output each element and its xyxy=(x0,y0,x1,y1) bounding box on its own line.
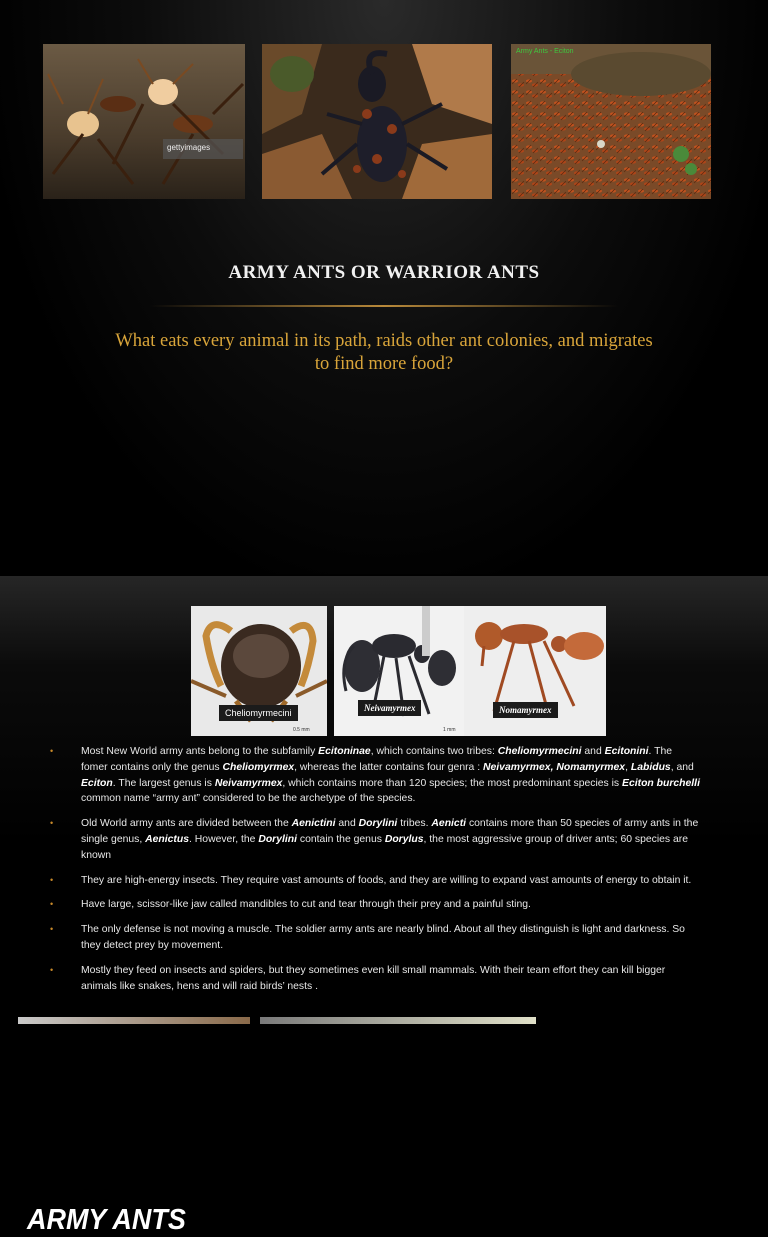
slide-2-title: ARMY ANTS xyxy=(27,1204,186,1236)
slide-title: ARMY ANTS OR WARRIOR ANTS xyxy=(228,262,540,283)
bullet-text: and xyxy=(581,746,605,757)
bullet-emphasis: Dorylus xyxy=(384,833,424,845)
bullet-text: contains more than 50 species of army ants in the single genus, xyxy=(81,818,699,845)
specimen-label-cheliomyrmecini: Cheliomyrmecini xyxy=(219,705,298,721)
bullet-emphasis: Ecitonini xyxy=(604,746,649,757)
bullet-item xyxy=(50,816,700,863)
slide-1 xyxy=(0,0,768,574)
bullet-text: and xyxy=(335,818,359,830)
bullet-text: , which contains more than 120 species; the most predominant species is xyxy=(282,777,623,789)
bullet-emphasis: Neivamyrmex xyxy=(214,777,283,789)
bullet-text: , whereas the latter contains four genra : xyxy=(294,761,483,773)
bullet-text: , xyxy=(625,761,631,773)
bullet-emphasis: Ecitoninae xyxy=(318,746,371,757)
slide-2 xyxy=(0,576,768,1236)
bullet-text: , which contains two tribes: xyxy=(370,746,498,757)
bullet-emphasis: Eciton burchelli xyxy=(622,777,700,789)
bullet-item xyxy=(50,963,700,995)
bullet-emphasis: Aenicti xyxy=(431,818,467,830)
bullet-emphasis: Neivamyrmex, Nomamyrmex xyxy=(483,761,626,773)
next-slide-preview xyxy=(18,1017,250,1024)
specimen-label-nomamyrmex: Nomamyrmex xyxy=(493,702,558,718)
bullet-emphasis: Aenictus xyxy=(145,833,190,845)
bullet-emphasis: Cheliomyrmex xyxy=(222,761,295,773)
bullet-emphasis: Dorylini xyxy=(358,818,398,830)
bullet-emphasis: Cheliomyrmecini xyxy=(497,746,582,757)
next-slide-preview xyxy=(260,1017,536,1024)
bullet-text: Old World army ants are divided between the xyxy=(81,818,292,830)
bullet-item xyxy=(50,744,700,807)
specimen-photo-neivamyrmex xyxy=(334,606,464,736)
photo-ants-on-scorpion xyxy=(262,44,492,199)
bullet-emphasis: Labidus xyxy=(630,761,671,773)
bullet-text: Most New World army ants belong to the subfamily xyxy=(81,746,319,757)
photo-soldier-ants xyxy=(43,44,245,199)
photo-ant-swarm xyxy=(511,44,711,199)
bullet-text: They are high-energy insects. They require vast amounts of foods, and they are willing to expand vast amounts of energy to obtain it. xyxy=(81,874,692,886)
title-divider xyxy=(150,305,618,307)
specimen-label-neivamyrmex: Neivamyrmex xyxy=(358,700,421,716)
bullet-text: , the most aggressive group of driver ants; 60 species are known xyxy=(81,833,689,861)
bullet-text: Mostly they feed on insects and spiders, but they sometimes even kill small mammals. With their team effort they can kill bigger animals like snakes, hens and will raid birds’ nests . xyxy=(81,964,666,992)
bullet-text: . The largest genus is xyxy=(112,777,215,789)
bullet-text: Have large, scissor-like jaw called mandibles to cut and tear through their prey and a painful sting. xyxy=(81,899,531,911)
bullet-item xyxy=(50,922,700,954)
slide-subtitle: What eats every animal in its path, raids other ant colonies, and migrates to find more food? xyxy=(115,331,653,374)
bullet-emphasis: Aenictini xyxy=(291,818,336,830)
bullet-text: The only defense is not moving a muscle. The soldier army ants are nearly blind. About all they distinguish is light and darkness. So they detect prey by movement. xyxy=(81,924,685,951)
bullet-item xyxy=(50,873,700,889)
bullet-text: , and xyxy=(670,761,694,773)
watermark-text: gettyimages xyxy=(167,143,211,152)
photo-caption: Army Ants - Eciton xyxy=(516,48,574,55)
scale-bar-text: 1 mm xyxy=(443,727,456,733)
bullet-emphasis: Eciton xyxy=(81,777,113,789)
bullet-text: contain the genus xyxy=(297,833,385,845)
bullet-list xyxy=(50,744,700,1003)
bullet-emphasis: Dorylini xyxy=(258,833,298,845)
bullet-text: . However, the xyxy=(189,833,259,845)
scale-bar-text: 0.5 mm xyxy=(293,727,310,733)
bullet-text: . The fomer contains only the genus xyxy=(81,746,673,773)
bullet-text: tribes. xyxy=(397,818,432,830)
bullet-text: common name “army ant” considered to be the archetype of the species. xyxy=(81,793,416,805)
bullet-item xyxy=(50,897,700,913)
